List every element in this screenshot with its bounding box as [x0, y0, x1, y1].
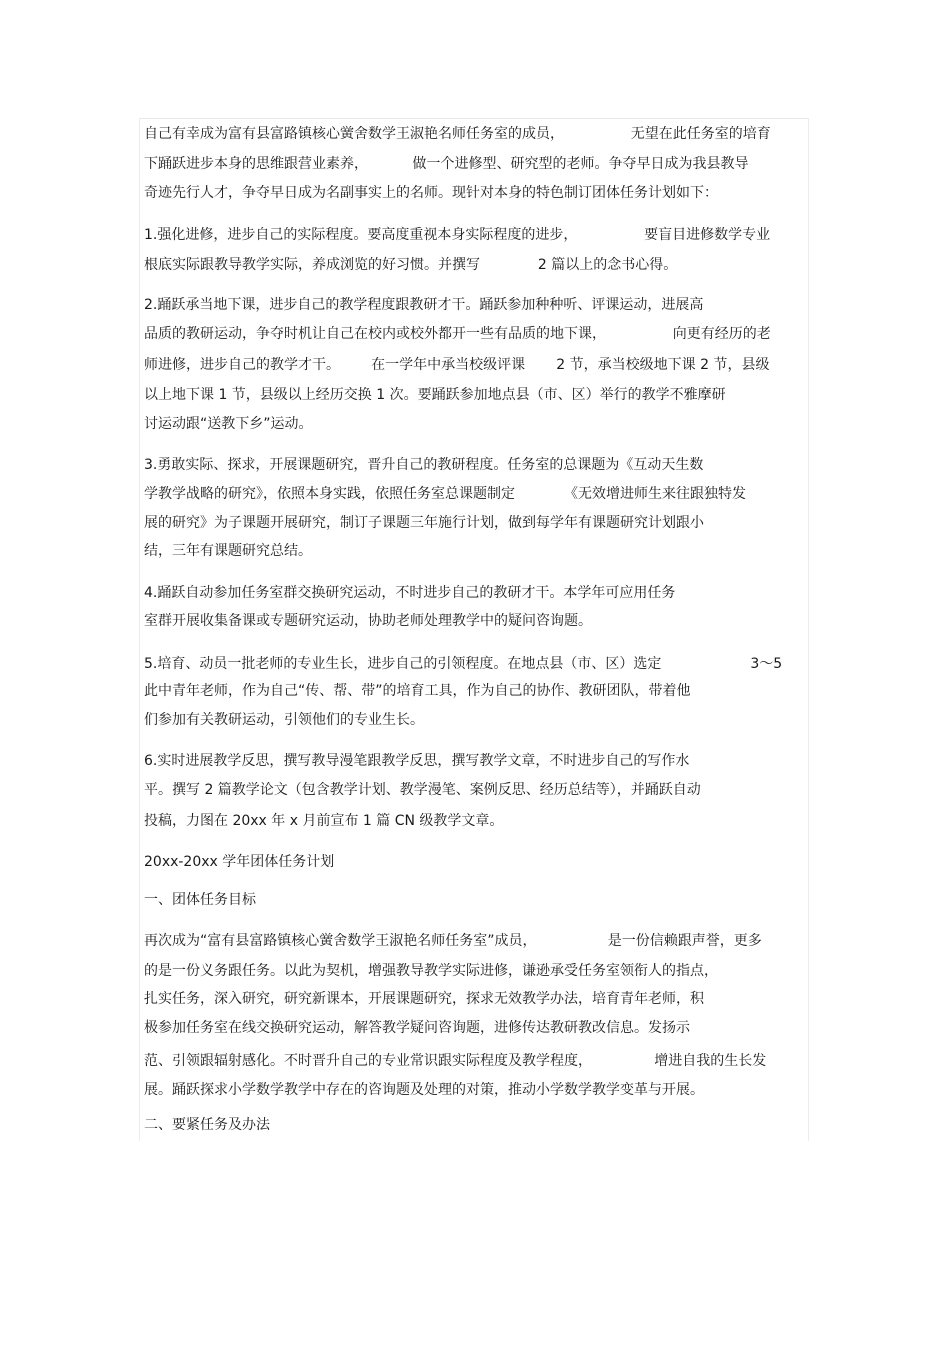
- text-line: 师进修，进步自己的教学才干。 在一学年中承当校级评课 2 节，承当校级地下课 2 节，县级: [144, 357, 770, 373]
- text-line: 6.实时进展教学反思，撰写教导漫笔跟教学反思，撰写教学文章，不时进步自己的写作水: [144, 753, 690, 769]
- text-line: 学教学战略的研究》，依照本身实践，依照任务室总课题制定 《无效增进师生来往跟独特发: [144, 486, 746, 502]
- text-line: 结，三年有课题研究总结。: [144, 543, 312, 559]
- section-heading: 一、团体任务目标: [144, 892, 256, 908]
- text-line: 此中青年老师，作为自己“传、帮、带”的培育工具，作为自己的协作、教研团队，带着他: [144, 683, 691, 699]
- text-line: 平。撰写 2 篇教学论文（包含教学计划、教学漫笔、案例反思、经历总结等），并踊跃自动: [144, 782, 701, 798]
- text-line: 5.培育、动员一批老师的专业生长，进步自己的引领程度。在地点县（市、区）选定 3～5: [144, 656, 783, 672]
- text-line: 们参加有关教研运动，引领他们的专业生长。: [144, 712, 424, 728]
- text-line: 2.踊跃承当地下课，进步自己的教学程度跟教研才干。踊跃参加种种听、评课运动，进展高: [144, 297, 704, 313]
- text-line: 自己有幸成为富有县富路镇核心黉舍数学王淑艳名师任务室的成员， 无望在此任务室的培育: [144, 126, 771, 142]
- text-line: 极参加任务室在线交换研究运动，解答教学疑问咨询题，进修传达教研教改信息。发扬示: [144, 1020, 690, 1036]
- text-line: 品质的教研运动，争夺时机让自己在校内或校外都开一些有品质的地下课， 向更有经历的老: [144, 326, 771, 342]
- text-line: 室群开展收集备课或专题研究运动，协助老师处理教学中的疑问咨询题。: [144, 613, 592, 629]
- text-line: 根底实际跟教导教学实际，养成浏览的好习惯。并撰写 2 篇以上的念书心得。: [144, 257, 678, 273]
- text-line: 展。踊跃探求小学数学教学中存在的咨询题及处理的对策，推动小学数学教学变革与开展。: [144, 1082, 704, 1098]
- text-line: 展的研究》为子课题开展研究，制订子课题三年施行计划，做到每学年有课题研究计划跟小: [144, 515, 704, 531]
- text-line: 1.强化进修，进步自己的实际程度。要高度重视本身实际程度的进步， 要盲目进修数学专业: [144, 227, 771, 243]
- section-heading: 20xx-20xx 学年团体任务计划: [144, 854, 335, 870]
- text-line: 再次成为“富有县富路镇核心黉舍数学王淑艳名师任务室”成员， 是一份信赖跟声誉，更多: [144, 933, 762, 949]
- text-line: 以上地下课 1 节，县级以上经历交换 1 次。要踊跃参加地点县（市、区）举行的教学不雅摩研: [144, 387, 726, 403]
- text-line: 3.勇敢实际、探求，开展课题研究，晋升自己的教研程度。任务室的总课题为《互动天生数: [144, 457, 704, 473]
- text-line: 扎实任务，深入研究，研究新课本，开展课题研究，探求无效教学办法，培育青年老师，积: [144, 991, 704, 1007]
- text-line: 范、引领跟辐射感化。不时晋升自己的专业常识跟实际程度及教学程度， 增进自我的生长发: [144, 1053, 767, 1069]
- text-line: 投稿，力图在 20xx 年 x 月前宣布 1 篇 CN 级教学文章。: [144, 813, 504, 829]
- text-line: 的是一份义务跟任务。以此为契机，增强教导教学实际进修，谦逊承受任务室领衔人的指点，: [144, 963, 718, 979]
- text-line: 下踊跃进步本身的思维跟营业素养， 做一个进修型、研究型的老师。争夺早日成为我县教导: [144, 156, 749, 172]
- section-heading: 二、要紧任务及办法: [144, 1117, 270, 1133]
- text-line: 4.踊跃自动参加任务室群交换研究运动，不时进步自己的教研才干。本学年可应用任务: [144, 585, 676, 601]
- text-line: 奇迹先行人才，争夺早日成为名副事实上的名师。现针对本身的特色制订团体任务计划如下：: [144, 185, 718, 201]
- text-line: 讨运动跟“送教下乡”运动。: [144, 416, 313, 432]
